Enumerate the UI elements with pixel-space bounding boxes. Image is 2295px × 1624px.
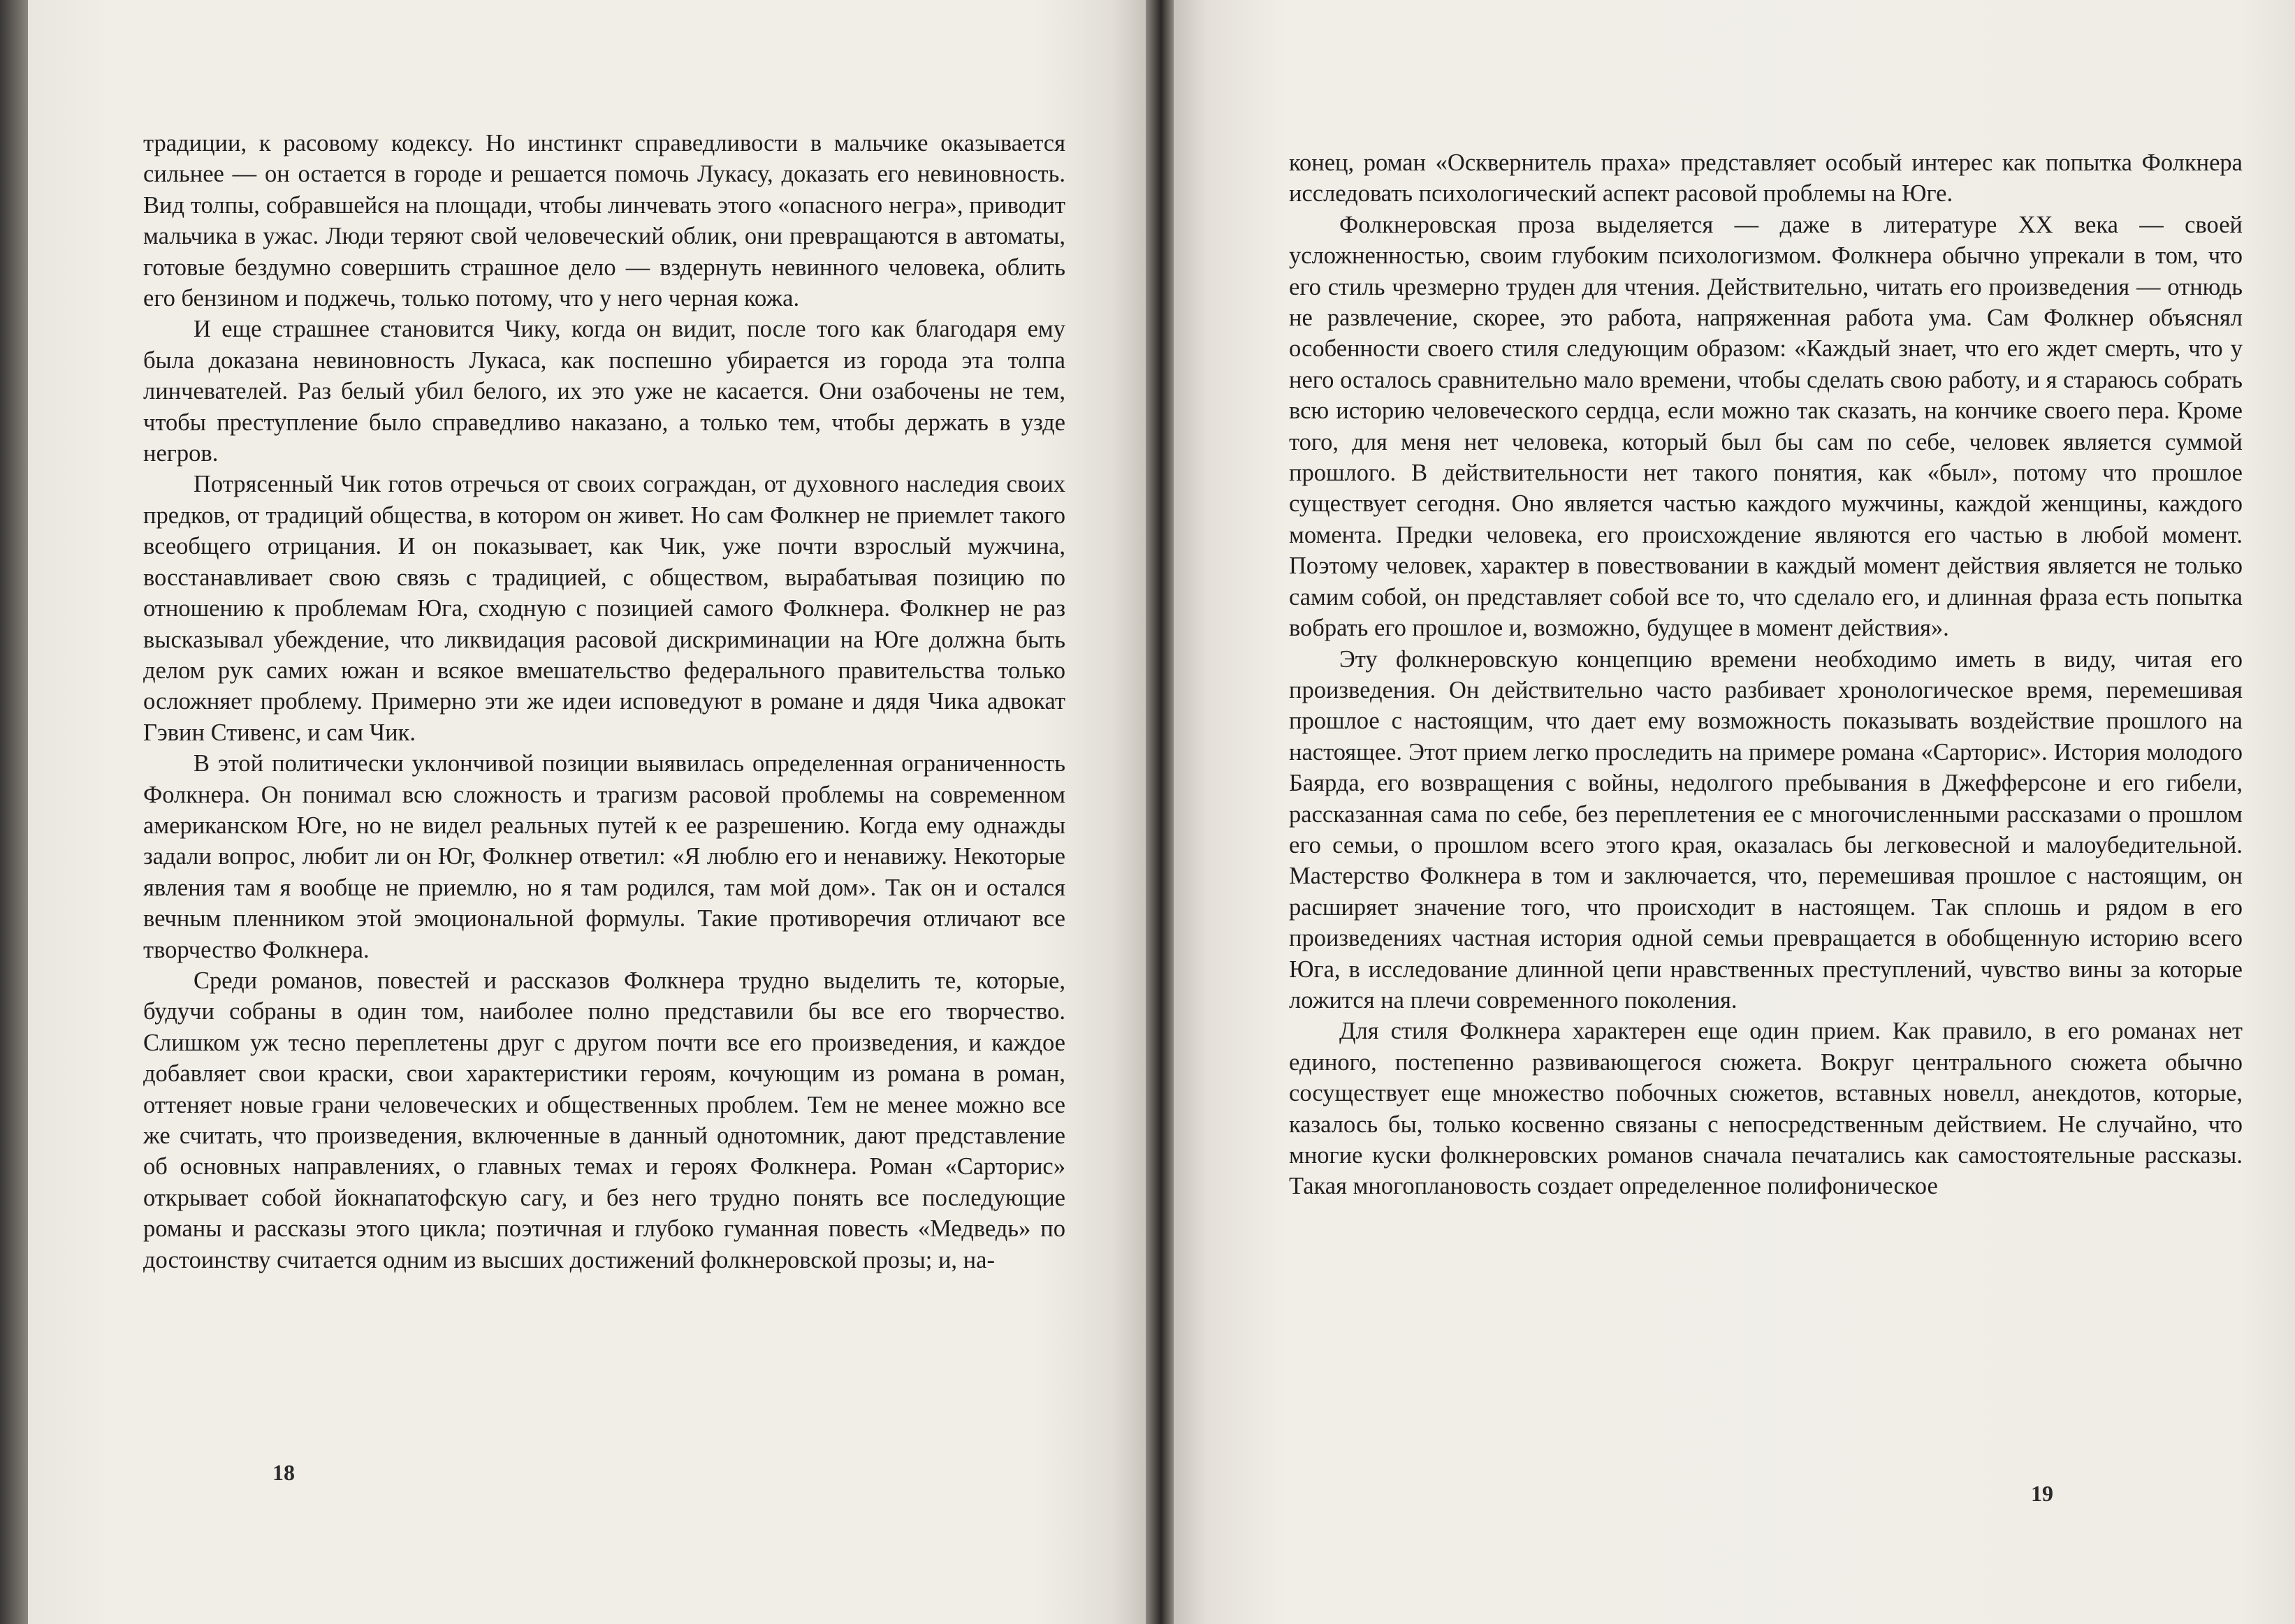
left-edge-shadow: [0, 0, 28, 1624]
left-paragraph-4: В этой политически уклончивой позиции выявилась определенная ограниченность Фолкнера. Он понимал всю сложность и трагизм расовой проблемы на современном американском Юге, но не видел реальных путей к ее разрешению. Когда ему однажды задали вопрос, любит ли он Юг, Фолкнер ответил: «Я люблю его и ненавижу. Некоторые явления там я вообще не приемлю, но я там родился, там мой дом». Так он и остался вечным пленником этой эмоциональной формулы. Такие противоречия отличают все творчество Фолкнера.: [143, 750, 1065, 963]
left-paragraph-5: Среди романов, повестей и рассказов Фолкнера трудно выделить те, которые, будучи собраны в один том, наиболее полно представили бы все его творчество. Слишком уж тесно переплетены друг с другом почти все его произведения, и каждое добавляет свои краски, свои характеристики героям, кочующим из романа в роман, оттеняет новые грани человеческих и общественных проблем. Тем не менее можно все же считать, что произведения, включенные в данный однотомник, дают представление об основных направлениях, о главных темах и героях Фолкнера. Роман «Сарторис» открывает собой йокнапатофскую сагу, и без него трудно понять все последующие романы и рассказы этого цикла; поэтичная и глубоко гуманная повесть «Медведь» по достоинству считается одним из высших достижений фолкнеровской прозы; и, на-: [143, 967, 1065, 1273]
left-page-number: 18: [272, 1460, 295, 1485]
left-paragraph-1: традиции, к расовому кодексу. Но инстинкт справедливости в мальчике оказывается сильнее — он остается в городе и решается помочь Лукасу, доказать его невиновность. Вид толпы, собравшейся на площади, чтобы линчевать этого «опасного негра», приводит мальчика в ужас. Люди теряют свой человеческий облик, они превращаются в автоматы, готовые бездумно совершить страшное дело — вздернуть невинного человека, облить его бензином и поджечь, только потому, что у него черная кожа.: [143, 130, 1065, 312]
right-paragraph-2: Фолкнеровская проза выделяется — даже в литературе XX века — своей усложненностью, своим глубоким психологизмом. Фолкнера обычно упрекали в том, что его стиль чрезмерно труден для чтения. Действительно, читать его произведения — отнюдь не развлечение, скорее, это работа, напряженная работа ума. Сам Фолкнер объяснял особенности своего стиля следующим образом: «Каждый знает, что его ждет смерть, что у него осталось сравнительно мало времени, чтобы сделать свою работу, и я стараюсь собрать всю историю человеческого сердца, если можно так сказать, на кончике своего пера. Кроме того, для меня нет человека, который был бы сам по себе, человек является суммой прошлого. В действительности нет такого понятия, как «был», потому что прошлое существует сегодня. Оно является частью каждого мужчины, каждой женщины, каждого момента. Предки человека, его происхождение являются его частью в любой момент. Поэтому человек, характер в повествовании в каждый момент действия является не только самим собой, он представляет собой все то, что сделало его, и длинная фраза есть попытка вобрать его прошлое и, возможно, будущее в момент действия».: [1289, 211, 2243, 642]
left-paragraph-3: Потрясенный Чик готов отречься от своих сограждан, от духовного наследия своих предков, от традиций общества, в котором он живет. Но сам Фолкнер не приемлет такого всеобщего отрицания. И он показывает, как Чик, уже почти взрослый мужчина, восстанавливает свою связь с традицией, с обществом, вырабатывая позицию по отношению к проблемам Юга, сходную с позицией самого Фолкнера. Фолкнер не раз высказывал убеждение, что ликвидация расовой дискриминации на Юге должна быть делом рук самих южан и всякое вмешательство федерального правительства только осложняет проблему. Примерно эти же идеи исповедуют в романе и дядя Чика адвокат Гэвин Стивенс, и сам Чик.: [143, 471, 1065, 746]
right-paragraph-1: конец, роман «Осквернитель праха» представляет особый интерес как попытка Фолкнера исследовать психологический аспект расовой проблемы на Юге.: [1289, 149, 2243, 207]
left-page: [28, 0, 1146, 1624]
left-page-text: [143, 128, 1065, 1275]
right-page: [1174, 0, 2295, 1624]
book-gutter: [1146, 0, 1174, 1624]
right-paragraph-3: Эту фолкнеровскую концепцию времени необходимо иметь в виду, читая его произведения. Он действительно часто разбивает хронологическое время, перемешивая прошлое с настоящим, что дает ему возможность показывать воздействие прошлого на настоящее. Этот прием легко проследить на примере романа «Сарторис». История молодого Баярда, его возвращения с войны, недолгого пребывания в Джефферсоне и его гибели, рассказанная сама по себе, без переплетения ее с многочисленными рассказами о прошлом его семьи, о прошлом всего этого края, оказалась бы легковесной и малоубедительной. Мастерство Фолкнера в том и заключается, что, перемешивая прошлое с настоящим, он расширяет значение того, что происходит в настоящем. Так сплошь и рядом в его произведениях частная история одной семьи превращается в обобщенную историю всего Юга, в исследование длинной цепи нравственных преступлений, чувство вины за которые ложится на плечи современного поколения.: [1289, 645, 2243, 1014]
right-page-number: 19: [2031, 1481, 2053, 1506]
left-paragraph-2: И еще страшнее становится Чику, когда он видит, после того как благодаря ему была доказана невиновность Лукаса, как поспешно убирается из города эта толпа линчевателей. Раз белый убил белого, их это уже не касается. Они озабочены не тем, чтобы преступление было справедливо наказано, а только тем, чтобы держать в узде негров.: [143, 316, 1065, 467]
right-page-text: [1289, 147, 2243, 1202]
right-paragraph-4: Для стиля Фолкнера характерен еще один прием. Как правило, в его романах нет единого, постепенно развивающегося сюжета. Вокруг центрального сюжета обычно сосуществует еще множество побочных сюжетов, вставных новелл, анекдотов, которые, казалось бы, только косвенно связаны с непосредственным действием. Не случайно, что многие куски фолкнеровских романов сначала печатались как самостоятельные рассказы. Такая многоплановость создает определенное полифоническое: [1289, 1018, 2243, 1200]
